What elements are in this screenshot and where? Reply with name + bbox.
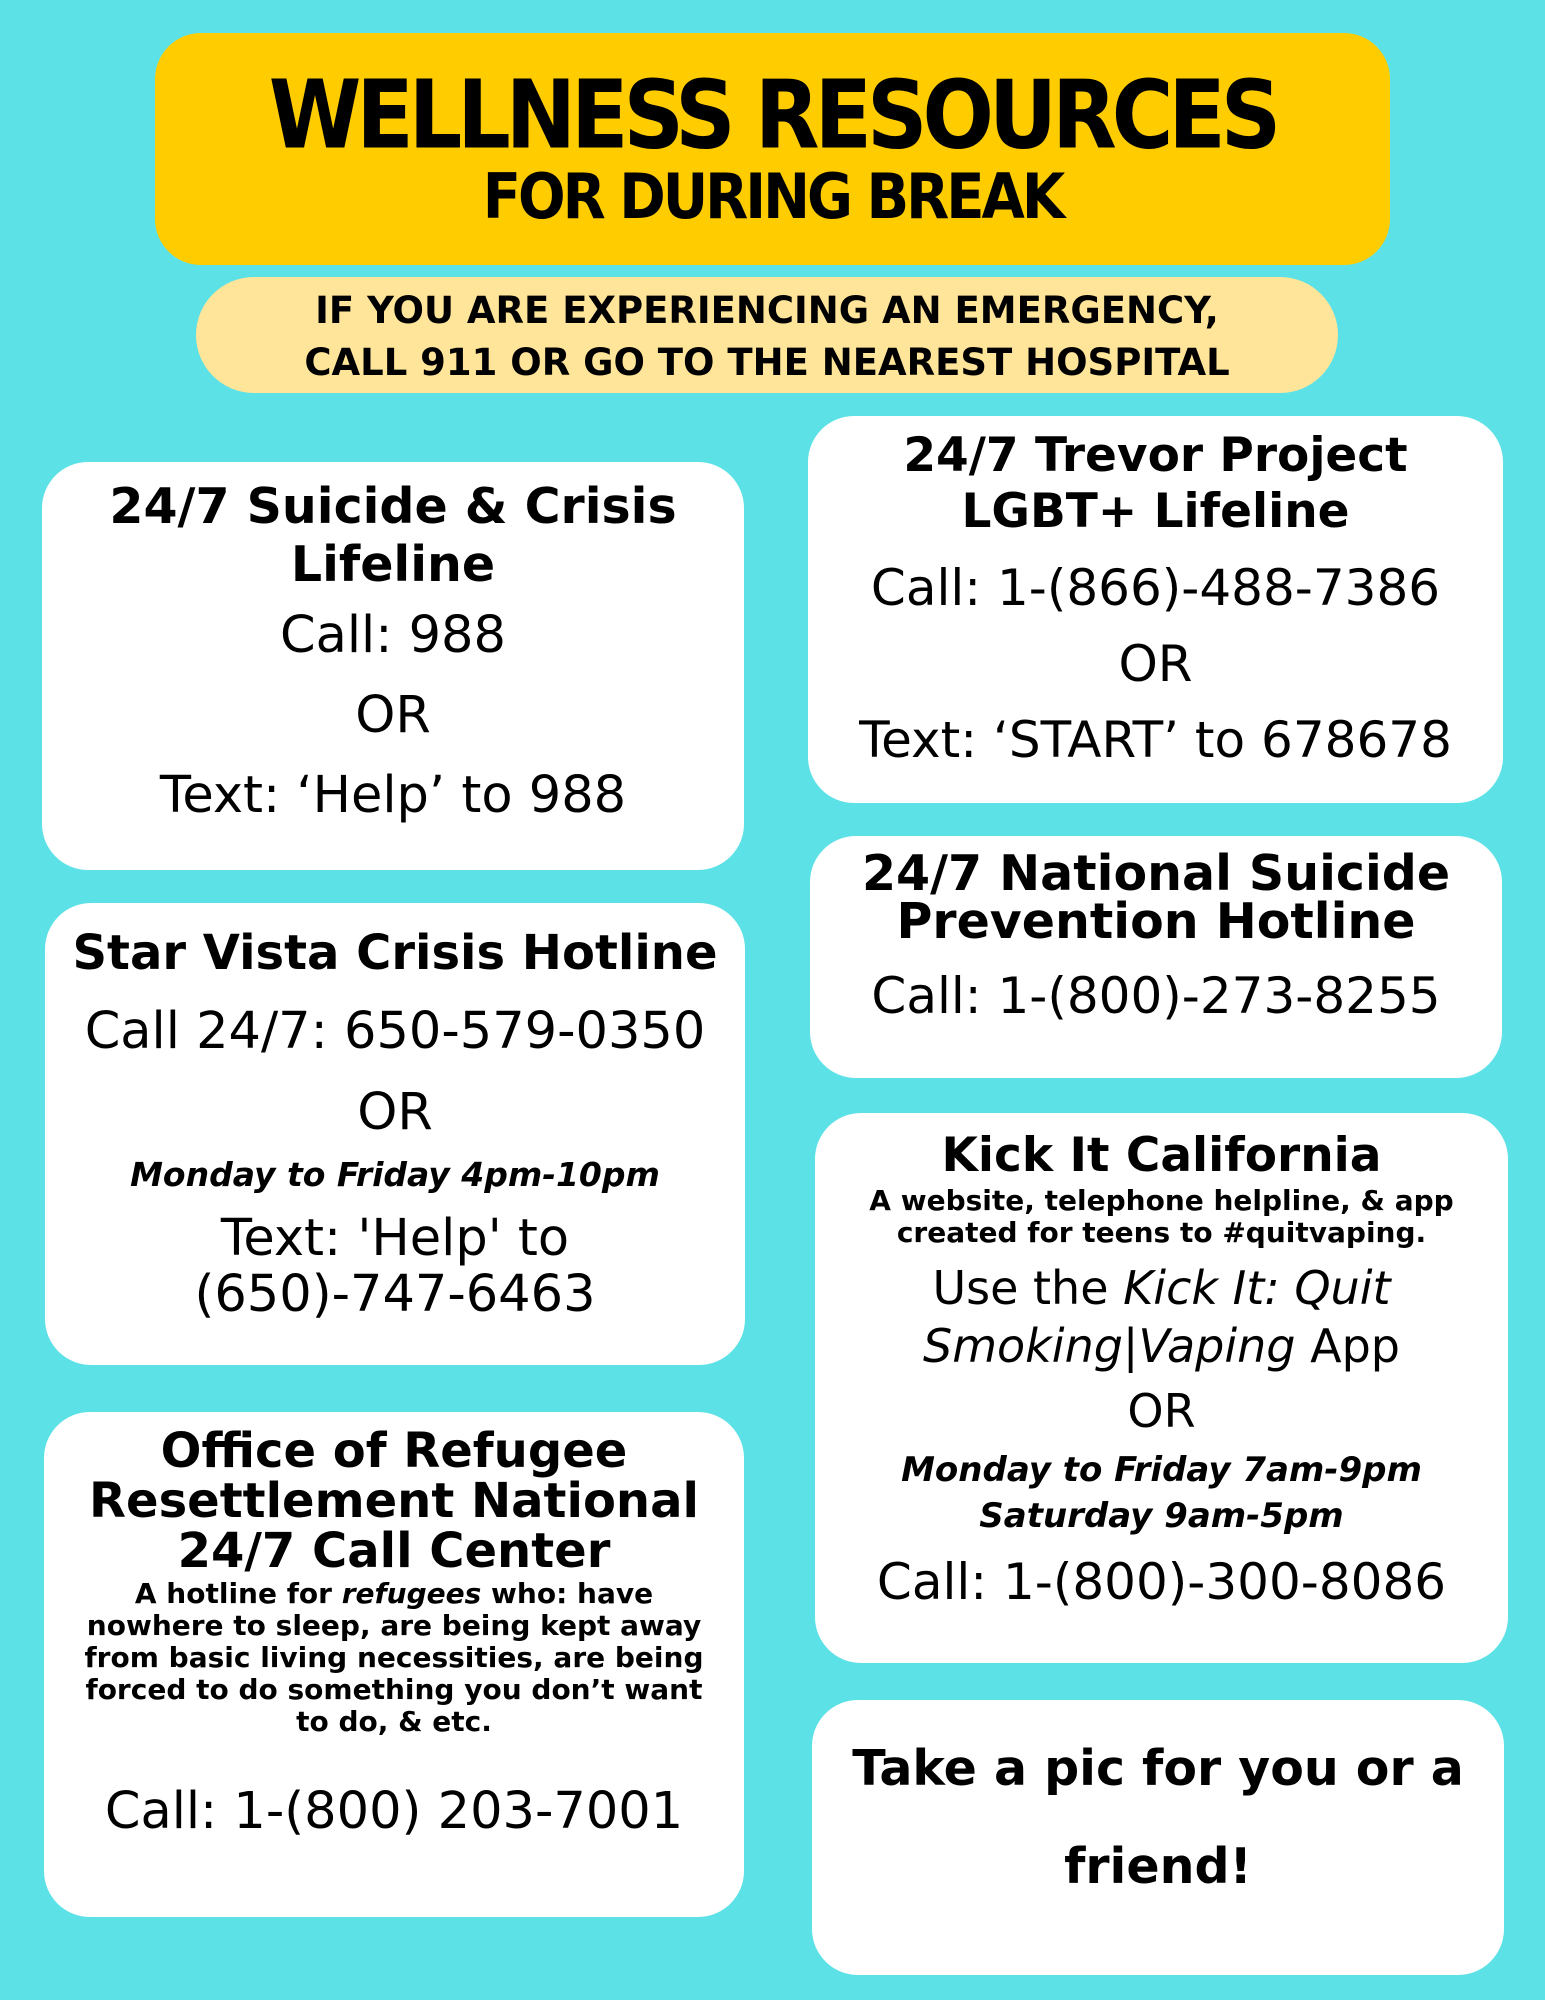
- star-vista-hours: Monday to Friday 4pm-10pm: [130, 1155, 660, 1194]
- suicide-crisis-call: Call: 988: [280, 606, 506, 665]
- refugee-description: [44, 1578, 744, 1738]
- suicide-crisis-or: OR: [355, 686, 431, 745]
- kick-it-or: OR: [1127, 1384, 1196, 1438]
- refugee-desc-line-2: nowhere to sleep, are being kept away: [86, 1609, 702, 1642]
- refugee-title-line-1: Office of Refugee: [160, 1423, 628, 1479]
- kick-it-app-pre: Use the: [932, 1261, 1124, 1315]
- refugee-desc-line-3: from basic living necessities, are being: [84, 1641, 704, 1674]
- kick-it-hours-line-2: Saturday 9am-5pm: [979, 1496, 1344, 1536]
- kick-it-title: Kick It California: [941, 1128, 1382, 1183]
- refugee-title-line-3: 24/7 Call Center: [177, 1523, 611, 1579]
- trevor-or: OR: [1118, 635, 1193, 693]
- kick-it-desc-line-2: created for teens to #quitvaping.: [896, 1216, 1427, 1249]
- card-suicide-crisis-lifeline: [42, 462, 744, 870]
- pic-line-1: Take a pic for you or a: [852, 1740, 1464, 1797]
- national-suicide-title-line-2: Prevention Hotline: [896, 893, 1416, 950]
- trevor-call: Call: 1-(866)-488-7386: [870, 559, 1441, 617]
- card-national-suicide-prevention: [810, 836, 1502, 1078]
- kick-it-desc-line-1: A website, telephone helpline, & app: [869, 1184, 1454, 1217]
- star-vista-text-line-2: (650)-747-6463: [194, 1265, 596, 1324]
- kick-it-app-post: App: [1295, 1319, 1400, 1373]
- trevor-title-line-1: 24/7 Trevor Project: [903, 428, 1408, 483]
- card-star-vista-crisis-hotline: [45, 903, 745, 1365]
- refugee-desc-pre: A hotline for: [134, 1577, 342, 1610]
- title-banner: [155, 33, 1390, 265]
- page-title: WELLNESS RESOURCES: [268, 59, 1277, 170]
- star-vista-or: OR: [357, 1083, 433, 1142]
- suicide-crisis-title-line-1: 24/7 Suicide & Crisis: [109, 478, 677, 535]
- star-vista-call: Call 24/7: 650-579-0350: [84, 1002, 706, 1061]
- emergency-notice: [196, 277, 1338, 393]
- refugee-call: Call: 1-(800) 203-7001: [104, 1782, 684, 1841]
- suicide-crisis-text: Text: ‘Help’ to 988: [159, 766, 627, 825]
- trevor-title-line-2: LGBT+ Lifeline: [961, 484, 1350, 539]
- refugee-desc-post: who: have: [481, 1577, 654, 1610]
- card-trevor-project-lifeline: [808, 416, 1503, 803]
- card-refugee-call-center: [44, 1412, 744, 1917]
- kick-it-call: Call: 1-(800)-300-8086: [876, 1553, 1447, 1611]
- suicide-crisis-title-line-2: Lifeline: [290, 536, 496, 593]
- refugee-desc-line-5: to do, & etc.: [296, 1705, 492, 1738]
- card-take-a-pic: [812, 1700, 1504, 1975]
- page-subtitle: FOR DURING BREAK: [482, 161, 1063, 234]
- kick-it-hours-line-1: Monday to Friday 7am-9pm: [901, 1450, 1422, 1490]
- trevor-text: Text: ‘START’ to 678678: [859, 711, 1452, 769]
- pic-line-2: friend!: [1064, 1838, 1252, 1895]
- refugee-title-line-2: Resettlement National: [89, 1473, 699, 1529]
- kick-it-app-italic-2: Smoking|Vaping: [923, 1319, 1296, 1373]
- refugee-desc-italic: refugees: [341, 1577, 482, 1610]
- kick-it-app-italic-1: Kick It: Quit: [1123, 1261, 1391, 1315]
- national-suicide-title-line-1: 24/7 National Suicide: [861, 845, 1451, 902]
- star-vista-text-line-1: Text: 'Help' to: [220, 1209, 570, 1268]
- emergency-line-2: CALL 911 OR GO TO THE NEAREST HOSPITAL: [304, 341, 1230, 384]
- emergency-line-1: IF YOU ARE EXPERIENCING AN EMERGENCY,: [315, 289, 1219, 332]
- refugee-desc-line-4: forced to do something you don’t want: [85, 1673, 703, 1706]
- card-kick-it-california: [815, 1113, 1508, 1663]
- star-vista-title: Star Vista Crisis Hotline: [72, 925, 718, 981]
- national-suicide-call: Call: 1-(800)-273-8255: [871, 967, 1441, 1025]
